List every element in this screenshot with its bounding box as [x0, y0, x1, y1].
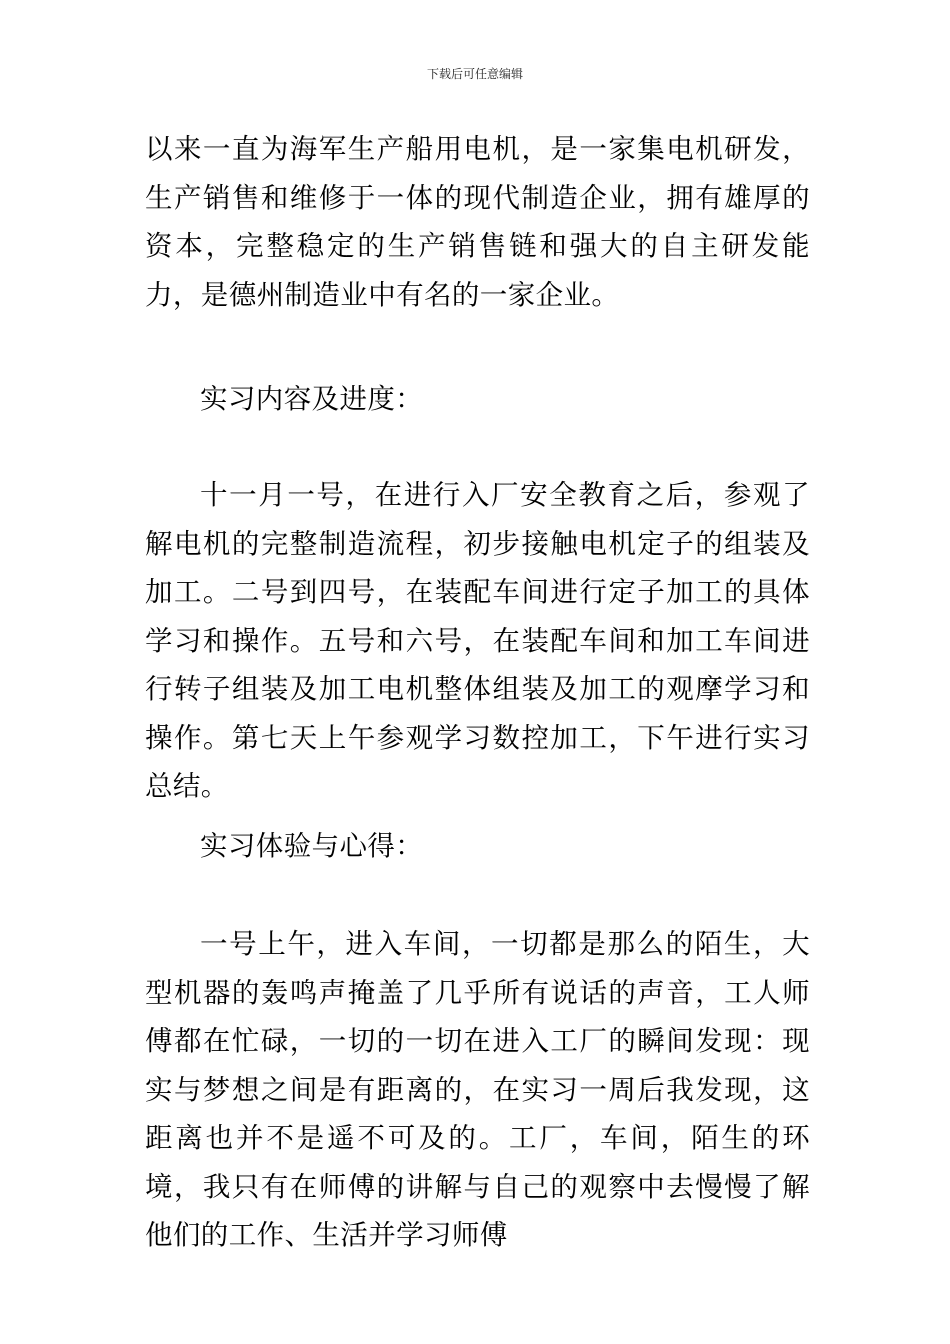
section-heading-experience: [145, 822, 810, 871]
paragraph-experience: [145, 920, 810, 1260]
paragraph-text: 一号上午，进入车间，一切都是那么的陌生，大型机器的轰鸣声掩盖了几乎所有说话的声音，工人师傅都在忙碌，一切的一切在进入工厂的瞬间发现：现实与梦想之间是有距离的，在实习一周后我发现，这距离也并不是遥不可及的。工厂，车间，陌生的环境，我只有在师傅的讲解与自己的观察中去慢慢了解他们的工作、生活并学习师傅: [145, 928, 810, 1251]
paragraph-text: 十一月一号，在进行入厂安全教育之后，参观了解电机的完整制造流程，初步接触电机定子的组装及加工。二号到四号，在装配车间进行定子加工的具体学习和操作。五号和六号，在装配车间和加工车间进行转子组装及加工电机整体组装及加工的观摩学习和操作。第七天上午参观学习数控加工，下午进行实习总结。: [145, 479, 810, 802]
header-note: 下载后可任意编辑: [426, 67, 523, 81]
paragraph-schedule: [145, 471, 810, 811]
section-heading-content: [145, 375, 810, 424]
heading-text: 实习内容及进度：: [200, 383, 424, 415]
heading-text: 实习体验与心得：: [200, 830, 424, 862]
paragraph-text: 以来一直为海军生产船用电机，是一家集电机研发，生产销售和维修于一体的现代制造企业，拥有雄厚的资本，完整稳定的生产销售链和强大的自主研发能力，是德州制造业中有名的一家企业。: [145, 133, 810, 311]
paragraph-company-intro: [145, 125, 810, 319]
